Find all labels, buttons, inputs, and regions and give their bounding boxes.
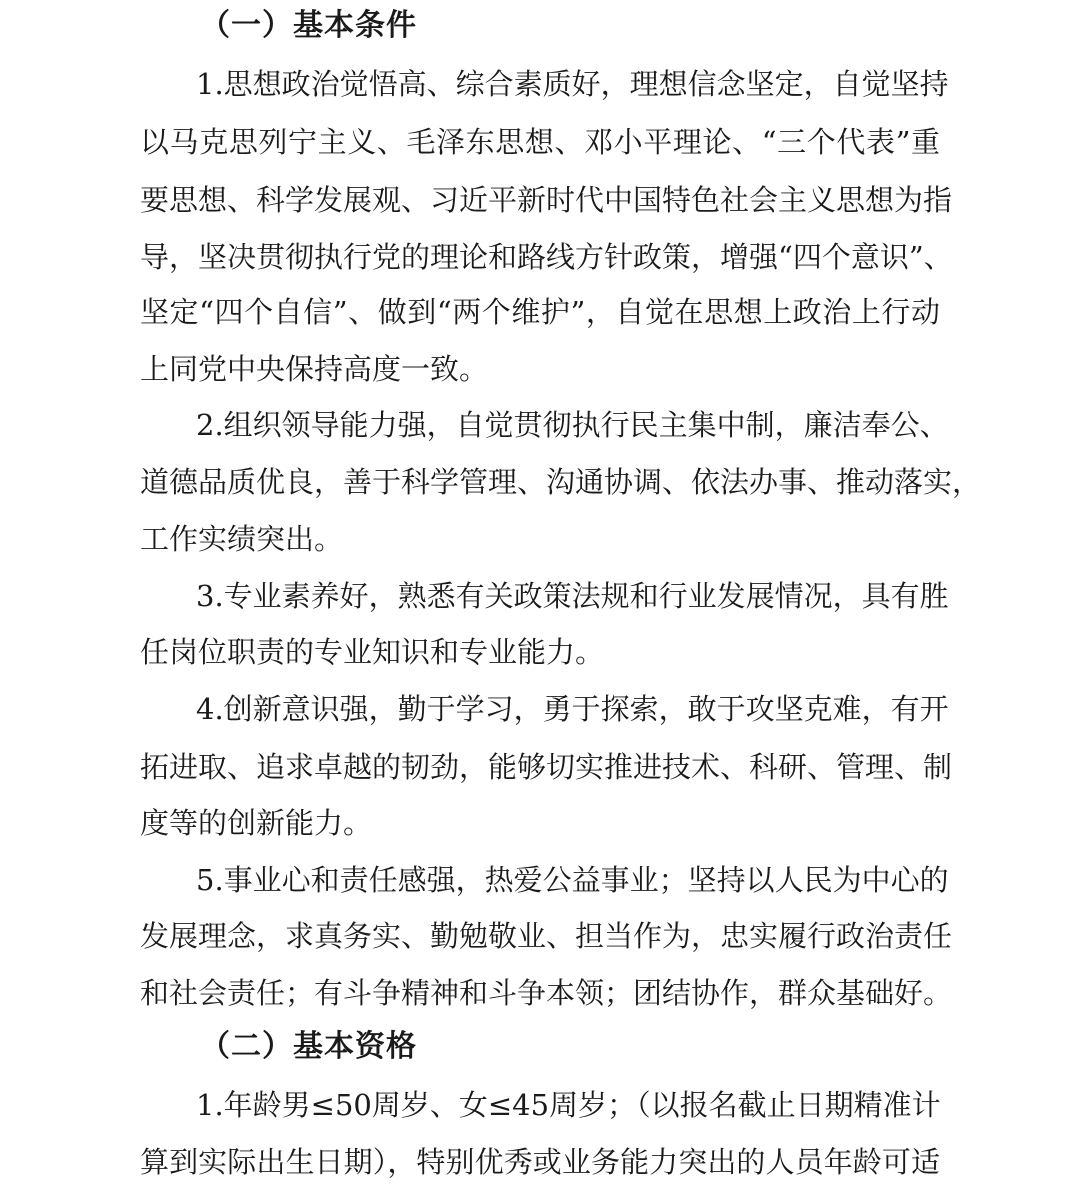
paragraph-line: 上同党中央保持高度一致。 xyxy=(140,352,489,386)
section-heading-basic-qualifications: （二）基本资格 xyxy=(200,1029,417,1064)
paragraph-line: 度等的创新能力。 xyxy=(140,806,373,840)
paragraph-line: 算到实际出生日期），特别优秀或业务能力突出的人员年龄可适 xyxy=(140,1145,940,1179)
paragraph-line: 工作实绩突出。 xyxy=(140,522,344,556)
paragraph-line: 要思想、科学发展观、习近平新时代中国特色社会主义思想为指 xyxy=(140,183,953,217)
paragraph-line: 道德品质优良，善于科学管理、沟通协调、依法办事、推动落实， xyxy=(140,465,982,499)
paragraph-line: 3.专业素养好，熟悉有关政策法规和行业发展情况，具有胜 xyxy=(196,579,949,613)
paragraph-line: 发展理念，求真务实、勤勉敬业、担当作为，忠实履行政治责任 xyxy=(140,919,953,953)
section-heading-basic-conditions: （一）基本条件 xyxy=(200,8,417,43)
paragraph-line: 坚定“四个自信”、做到“两个维护”，自觉在思想上政治上行动 xyxy=(140,295,940,329)
paragraph-line: 2.组织领导能力强，自觉贯彻执行民主集中制，廉洁奉公、 xyxy=(196,408,949,442)
paragraph-line: 拓进取、追求卓越的韧劲，能够切实推进技术、科研、管理、制 xyxy=(140,750,953,784)
paragraph-line: 和社会责任；有斗争精神和斗争本领；团结协作，群众基础好。 xyxy=(140,976,953,1010)
paragraph-line: 导，坚决贯彻执行党的理论和路线方针政策，增强“四个意识”、 xyxy=(140,240,953,274)
paragraph-line: 以马克思列宁主义、毛泽东思想、邓小平理论、“三个代表”重 xyxy=(140,125,940,159)
paragraph-line: 任岗位职责的专业知识和专业能力。 xyxy=(140,635,605,669)
paragraph-line: 1.年龄男≤50周岁、女≤45周岁；（以报名截止日期精准计 xyxy=(196,1088,941,1122)
paragraph-line: 1.思想政治觉悟高、综合素质好，理想信念坚定，自觉坚持 xyxy=(196,67,949,101)
paragraph-line: 5.事业心和责任感强，热爱公益事业；坚持以人民为中心的 xyxy=(196,863,949,897)
paragraph-line: 4.创新意识强，勤于学习，勇于探索，敢于攻坚克难，有开 xyxy=(196,692,949,726)
